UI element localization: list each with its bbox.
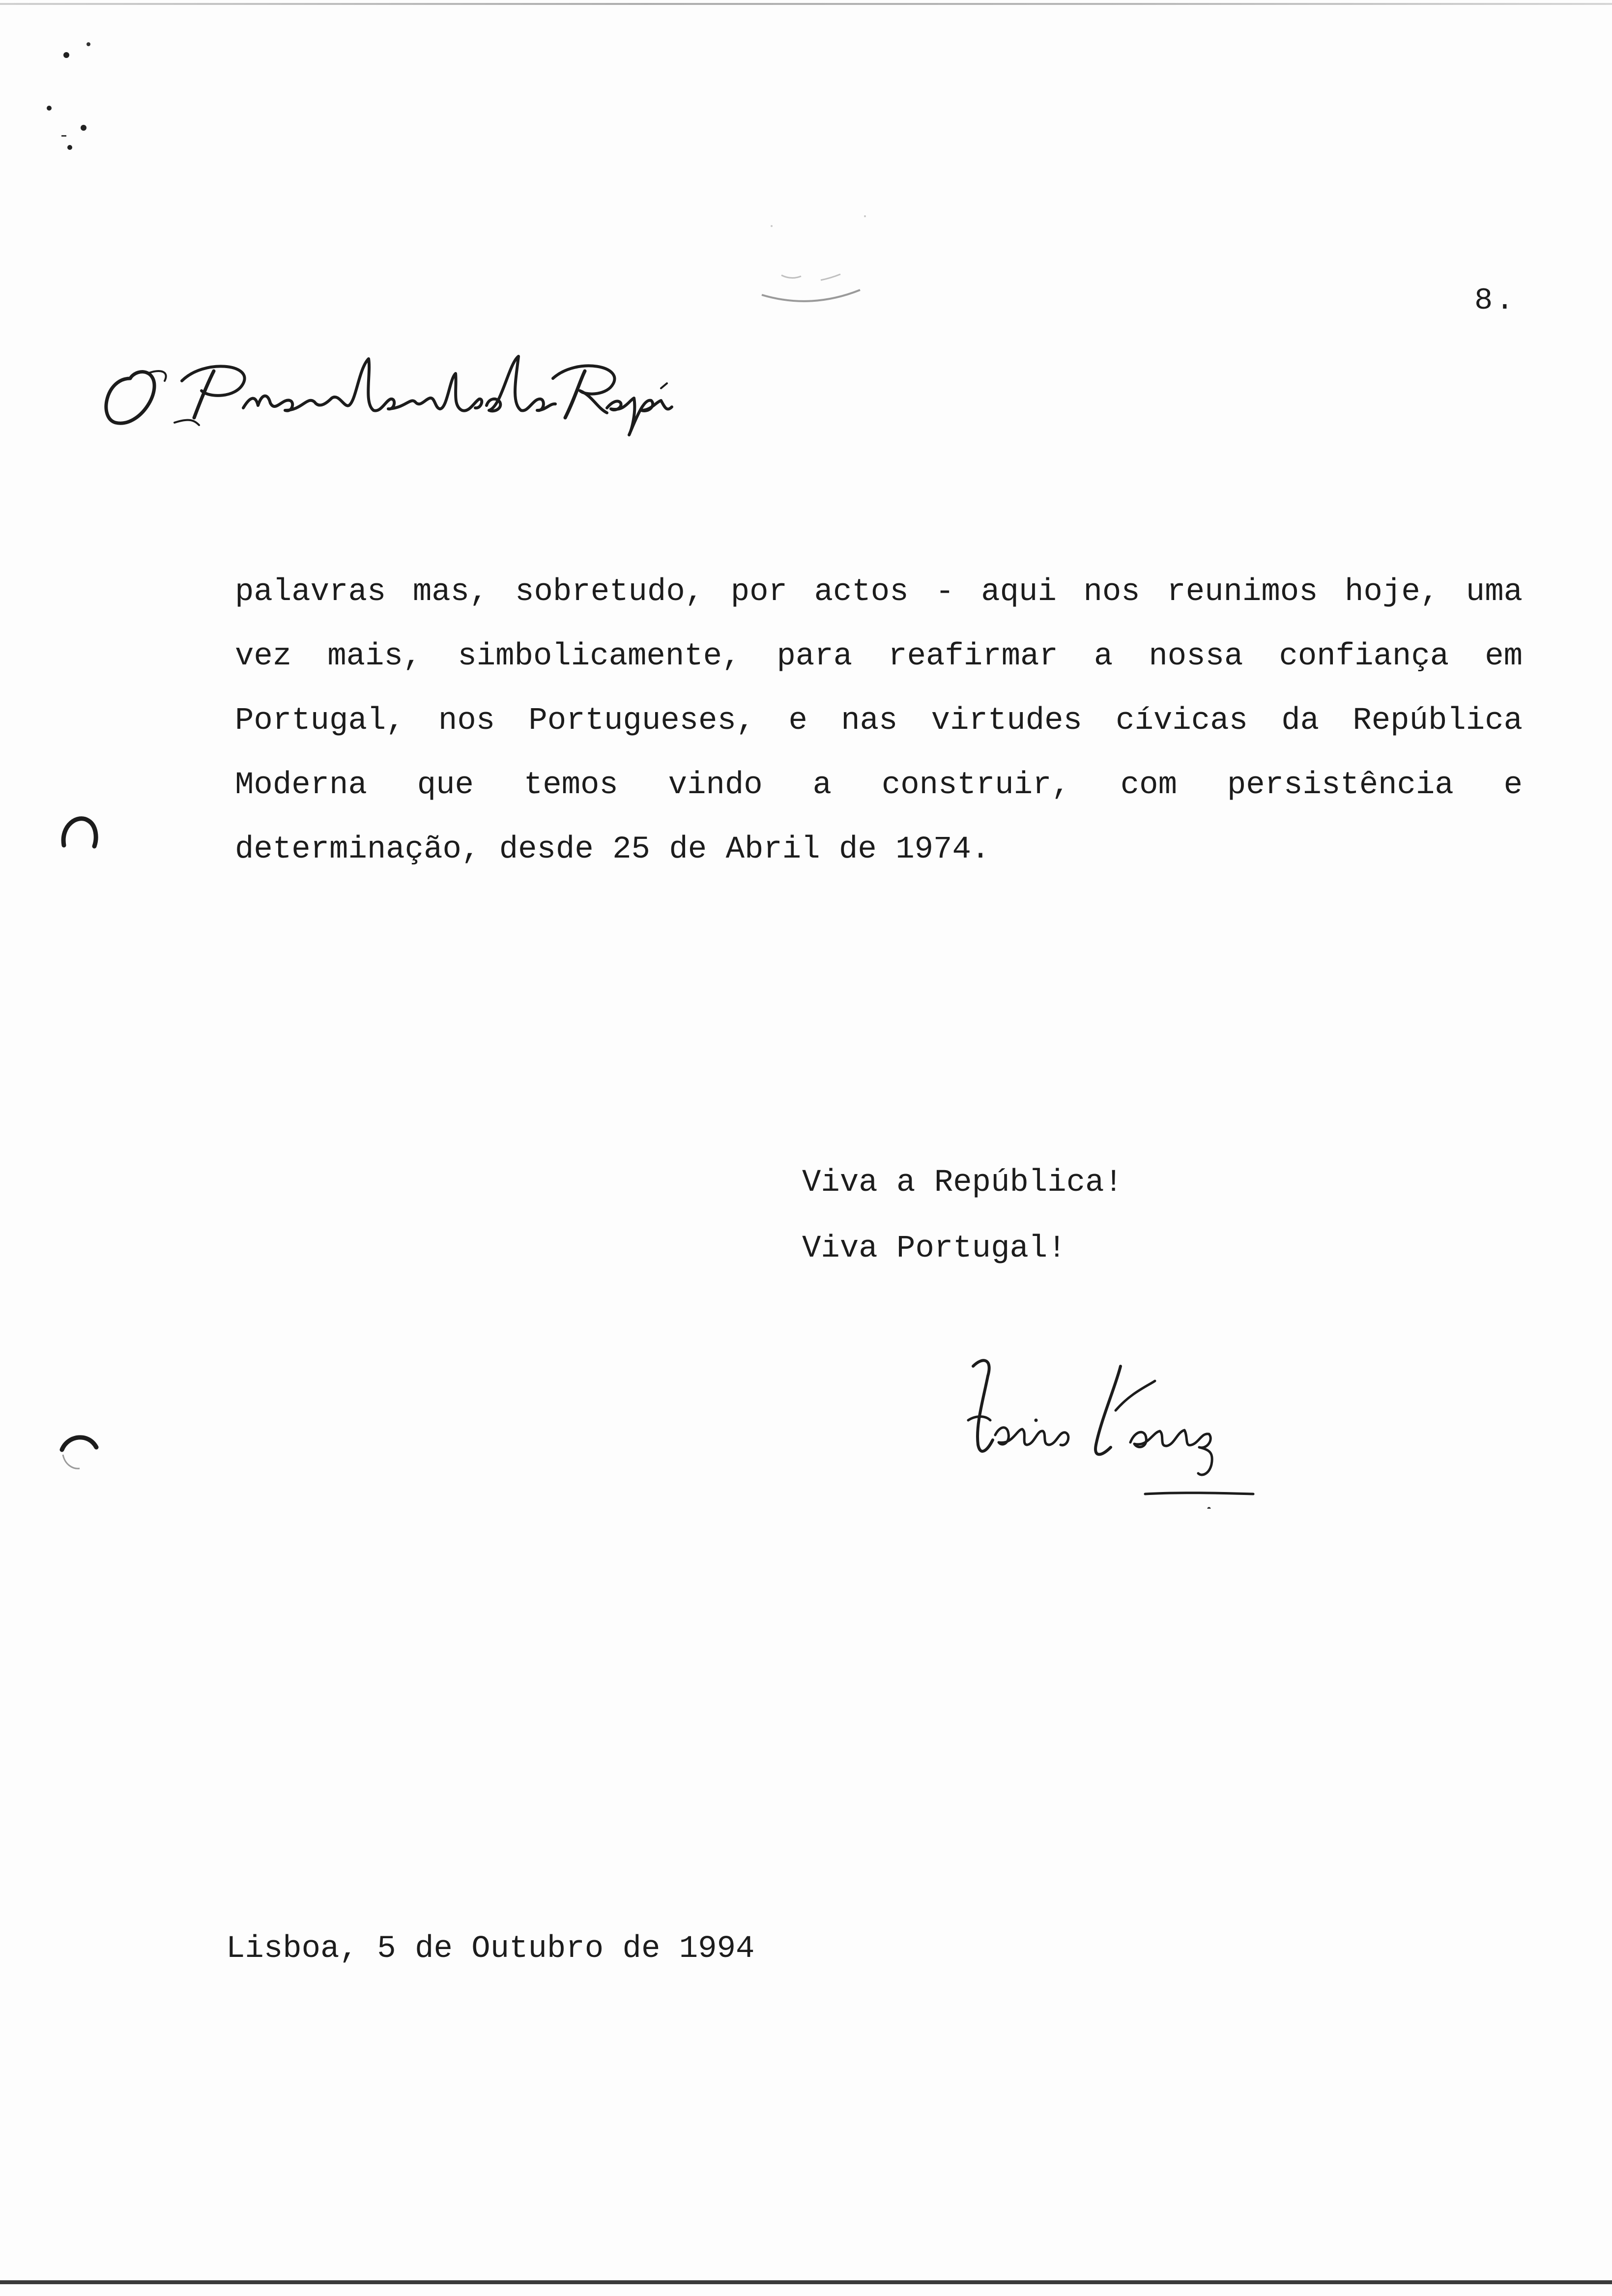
page-number: 8.	[1474, 283, 1517, 318]
body-line: Moderna que temos vindo a construir, com persistência e	[235, 768, 1523, 803]
body-line: vez mais, simbolicamente, para reafirmar a nossa confiança em	[235, 639, 1523, 674]
scan-top-edge	[0, 3, 1612, 5]
body-line: palavras mas, sobretudo, por actos - aqui nos reunimos hoje, uma	[235, 574, 1523, 610]
body-paragraph	[235, 560, 1523, 882]
scan-bottom-edge	[0, 2280, 1612, 2284]
punch-hole-mark	[58, 811, 99, 856]
closing-line: Viva a República!	[802, 1165, 1123, 1201]
faint-stamp-mark	[752, 162, 880, 319]
body-line: Portugal, nos Portugueses, e nas virtudes cívicas da República	[235, 703, 1523, 739]
closing-salutation	[802, 1150, 1123, 1282]
place-and-date: Lisboa, 5 de Outubro de 1994	[226, 1931, 755, 1967]
closing-line: Viva Portugal!	[802, 1231, 1066, 1266]
handwritten-signature	[953, 1347, 1258, 1509]
body-line: determinação, desde 25 de Abril de 1974.	[235, 832, 990, 867]
punch-hole-mark	[58, 1430, 99, 1475]
scan-specks	[39, 34, 108, 162]
letterhead-script	[96, 344, 676, 437]
